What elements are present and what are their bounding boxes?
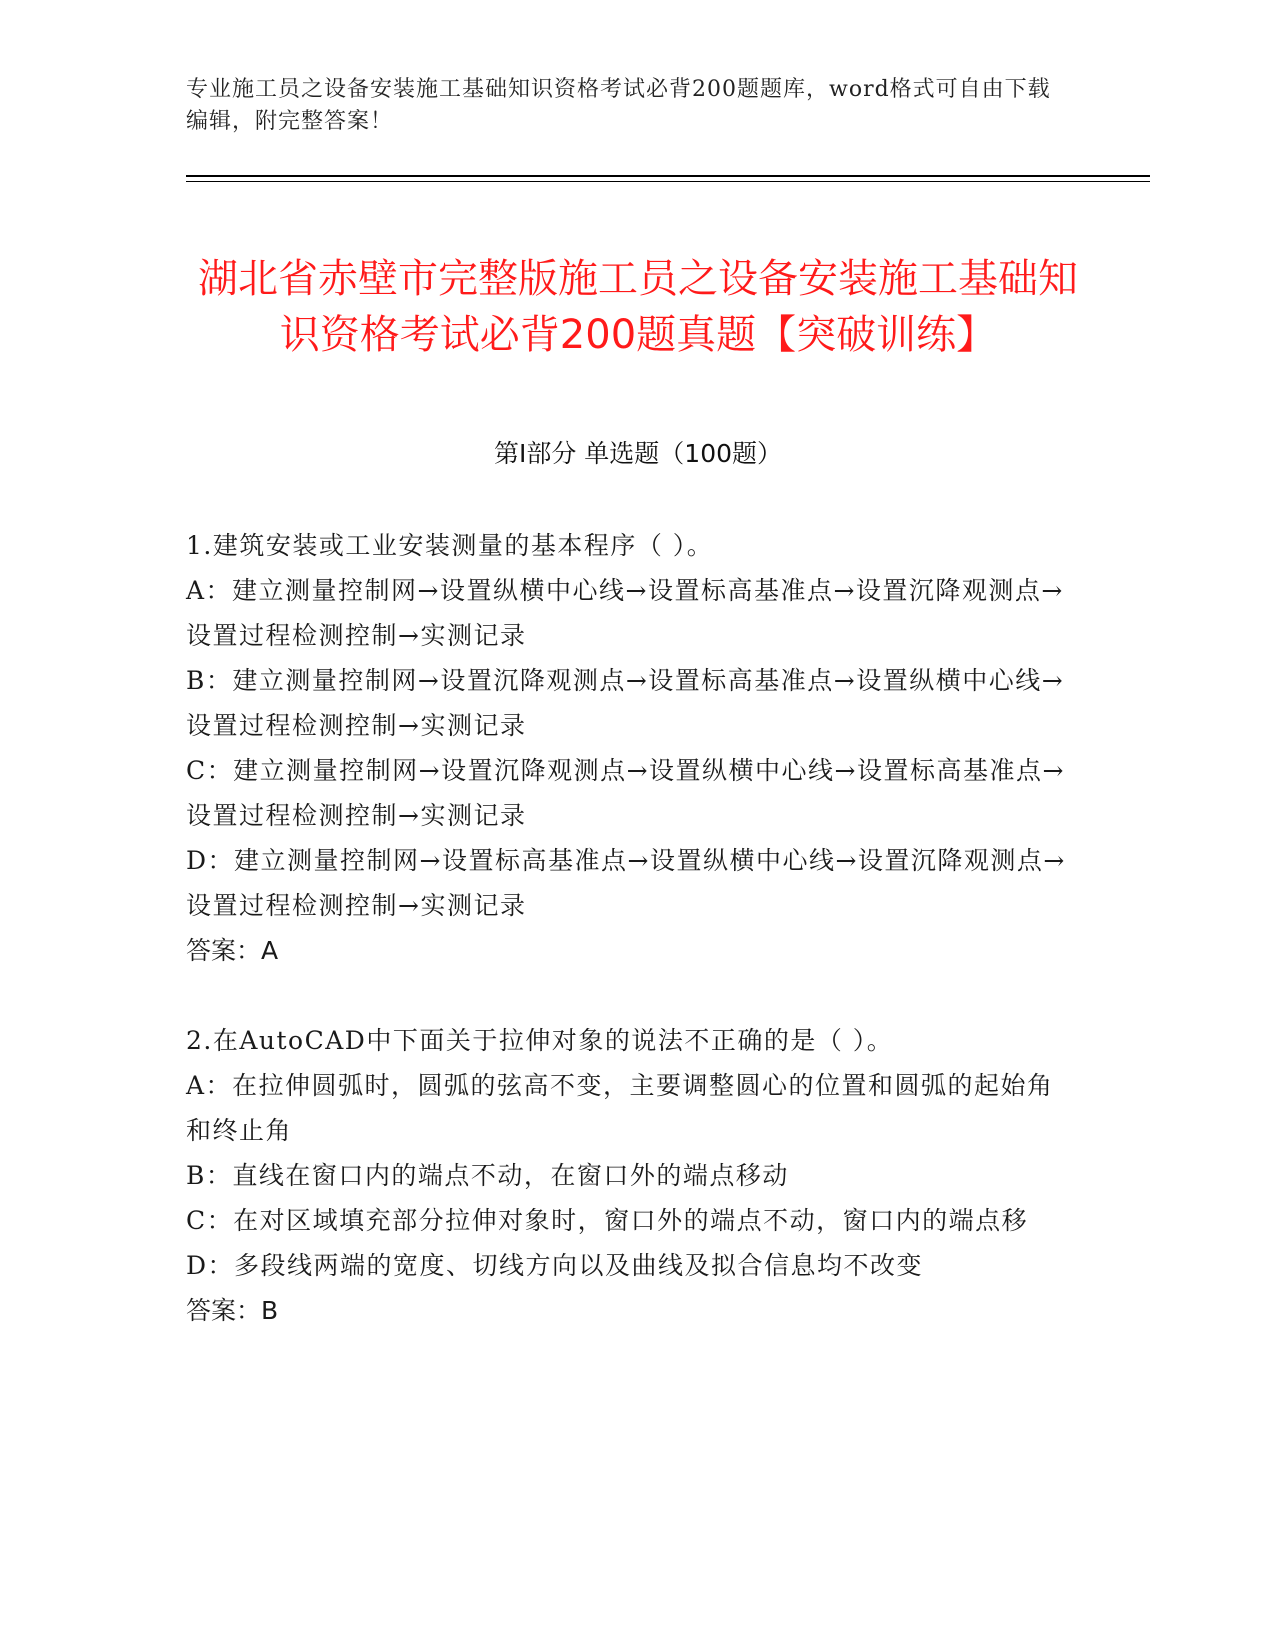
option-b: B：直线在窗口内的端点不动，在窗口外的端点移动 — [186, 1161, 789, 1190]
option-d: D：建立测量控制网→设置标高基准点→设置纵横中心线→设置沉降观测点→设置过程检测控制→实测记录 — [186, 846, 1066, 920]
option-c: C：在对区域填充部分拉伸对象时，窗口外的端点不动，窗口内的端点移 — [186, 1206, 1029, 1235]
option-d: D：多段线两端的宽度、切线方向以及曲线及拟合信息均不改变 — [186, 1251, 924, 1280]
header-divider-thick — [186, 175, 1150, 177]
question-2 — [186, 1018, 1076, 1333]
option-c: C：建立测量控制网→设置沉降观测点→设置纵横中心线→设置标高基准点→设置过程检测控制→实测记录 — [186, 756, 1065, 830]
answer: 答案：A — [186, 936, 279, 965]
question-stem: 2.在AutoCAD中下面关于拉伸对象的说法不正确的是（ ）。 — [186, 1026, 894, 1055]
page-header: 专业施工员之设备安装施工基础知识资格考试必背200题题库，word格式可自由下载编辑，附完整答案！ — [186, 77, 1051, 134]
option-a: A：建立测量控制网→设置纵横中心线→设置标高基准点→设置沉降观测点→设置过程检测控制→实测记录 — [186, 576, 1064, 650]
answer: 答案：B — [186, 1296, 279, 1325]
option-b: B：建立测量控制网→设置沉降观测点→设置标高基准点→设置纵横中心线→设置过程检测控制→实测记录 — [186, 666, 1065, 740]
section-title: 第Ⅰ部分 单选题（100题） — [493, 439, 783, 468]
header-divider-thin — [186, 181, 1150, 182]
document-title: 湖北省赤壁市完整版施工员之设备安装施工基础知识资格考试必背200题真题【突破训练】 — [198, 255, 1078, 358]
option-a: A：在拉伸圆弧时，圆弧的弦高不变，主要调整圆心的位置和圆弧的起始角和终止角 — [186, 1071, 1054, 1145]
question-list — [186, 523, 1076, 1378]
question-1 — [186, 523, 1076, 973]
question-stem: 1.建筑安装或工业安装测量的基本程序（ ）。 — [186, 531, 714, 560]
